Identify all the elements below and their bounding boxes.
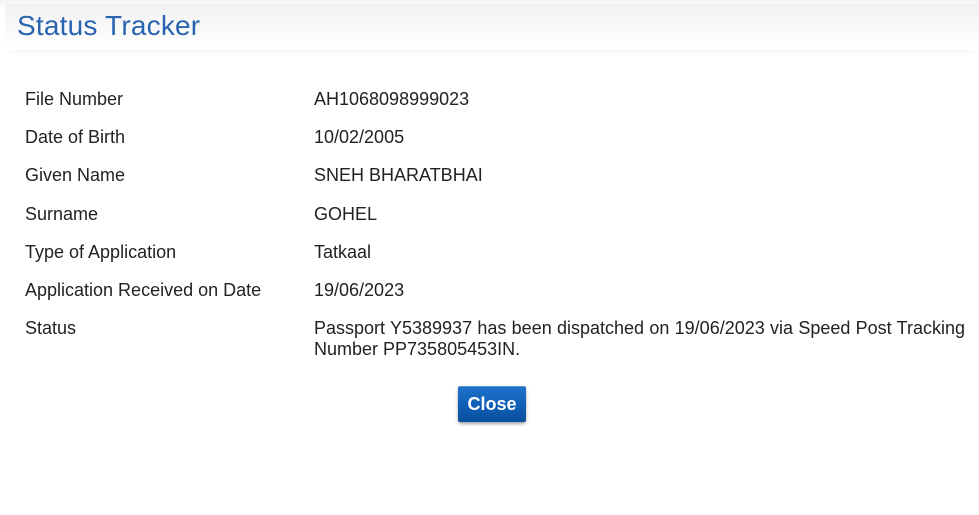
page-title: Status Tracker: [17, 10, 201, 41]
application-type-row: [25, 241, 965, 279]
status-details-table: [25, 88, 965, 360]
date-of-birth-value: 10/02/2005: [314, 127, 405, 148]
file-number-row: [25, 88, 965, 126]
date-of-birth-label: Date of Birth: [25, 127, 126, 148]
status-row: [25, 317, 965, 360]
application-type-value: Tatkaal: [314, 241, 372, 262]
application-type-label: Type of Application: [25, 241, 177, 262]
received-date-label: Application Received on Date: [25, 279, 262, 300]
given-name-label: Given Name: [25, 165, 126, 186]
given-name-row: [25, 164, 965, 202]
status-label: Status: [25, 318, 77, 339]
surname-row: [25, 203, 965, 241]
surname-value: GOHEL: [314, 203, 378, 224]
received-date-row: [25, 279, 965, 317]
date-of-birth-row: [25, 126, 965, 164]
file-number-label: File Number: [25, 89, 124, 109]
surname-label: Surname: [25, 203, 99, 224]
page-header: [5, 4, 979, 50]
close-button[interactable]: Close: [458, 386, 526, 422]
received-date-value: 19/06/2023: [314, 279, 405, 300]
status-value: Passport Y5389937 has been dispatched on 19/06/2023 via Speed Post Tracking Number PP735805453IN.: [314, 318, 965, 360]
given-name-value: SNEH BHARATBHAI: [314, 165, 483, 186]
file-number-value: AH1068098999023: [314, 89, 470, 109]
